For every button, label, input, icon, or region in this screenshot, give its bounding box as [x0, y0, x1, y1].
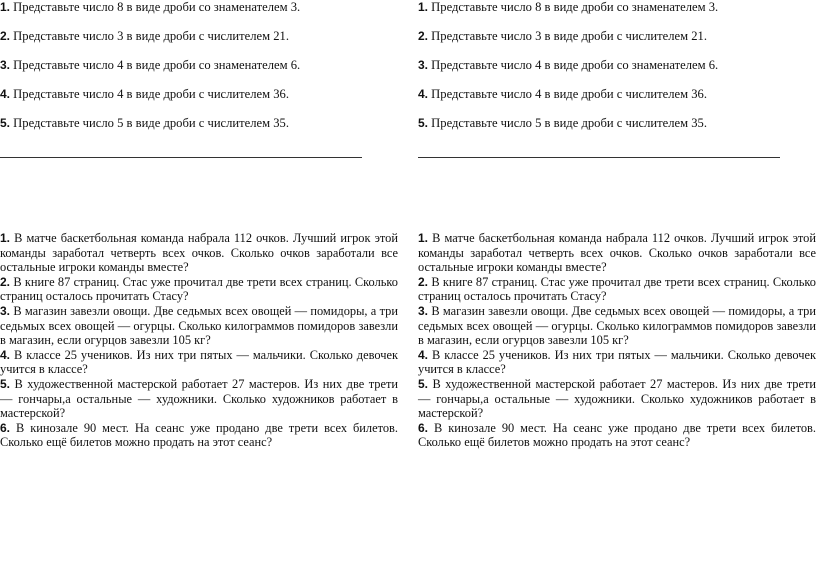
problem-item	[418, 231, 816, 275]
task-item	[0, 87, 398, 116]
task-text: Представьте число 5 в виде дроби с числителем 35.	[13, 116, 289, 130]
problem-number: 1.	[0, 231, 11, 245]
task-text: Представьте число 4 в виде дроби со знаменателем 6.	[431, 58, 719, 72]
task-text: Представьте число 4 в виде дроби с числителем 36.	[431, 87, 707, 101]
problem-item	[418, 275, 816, 304]
task-item	[418, 58, 816, 87]
problem-number: 2.	[418, 274, 429, 289]
problem-number: 6.	[418, 420, 429, 435]
task-item	[418, 0, 816, 29]
problem-text: В кинозале 90 мест. На сеанс уже продано две трети всех билетов. Сколько ещё билетов можно продать на этот сеанс?	[0, 420, 398, 450]
task-number: 5.	[418, 116, 429, 130]
problem-text: В художественной мастерской работает 27 мастеров. Из них две трети — гончары,а остальные — художники. Сколько художников работает в мастерской?	[418, 376, 816, 421]
problem-text: В книге 87 страниц. Стас уже прочитал две трети всех страниц. Сколько страниц осталось прочитать Стасу?	[418, 274, 816, 304]
problem-number: 3.	[418, 303, 429, 318]
problem-number: 1.	[418, 231, 429, 245]
task-item	[418, 29, 816, 58]
right-word-problems	[418, 231, 816, 450]
task-text: Представьте число 5 в виде дроби с числителем 35.	[431, 116, 707, 130]
problem-item	[418, 348, 816, 377]
task-number: 3.	[0, 58, 11, 72]
problem-number: 4.	[0, 347, 11, 362]
left-top-tasks	[0, 0, 398, 145]
problem-item	[418, 421, 816, 450]
task-number: 4.	[418, 87, 429, 101]
task-number: 4.	[0, 87, 11, 101]
task-item	[0, 116, 398, 145]
problem-number: 2.	[0, 274, 11, 289]
problem-text: В художественной мастерской работает 27 мастеров. Из них две трети — гончары,а остальные — художники. Сколько художников работает в мастерской?	[0, 376, 398, 421]
problem-text: В магазин завезли овощи. Две седьмых всех овощей — помидоры, а три седьмых всех овощей — огурцы. Сколько килограммов помидоров завезли в магазин, если огурцов завезли 105 кг?	[418, 303, 816, 348]
problem-number: 5.	[418, 376, 429, 391]
task-number: 5.	[0, 116, 11, 130]
problem-item	[0, 377, 398, 421]
task-text: Представьте число 3 в виде дроби с числителем 21.	[13, 29, 289, 43]
task-text: Представьте число 8 в виде дроби со знаменателем 3.	[431, 0, 719, 14]
task-item	[418, 87, 816, 116]
task-text: Представьте число 3 в виде дроби с числителем 21.	[431, 29, 707, 43]
divider-line	[0, 157, 362, 158]
task-item	[0, 58, 398, 87]
problem-text: В матче баскетбольная команда набрала 112 очков. Лучший игрок этой команды заработал четверть всех очков. Сколько очков заработали все остальные игроки команды вместе?	[0, 231, 398, 275]
task-item	[0, 0, 398, 29]
task-item	[0, 29, 398, 58]
problem-item	[0, 275, 398, 304]
task-text: Представьте число 4 в виде дроби со знаменателем 6.	[13, 58, 301, 72]
problem-number: 6.	[0, 420, 11, 435]
problem-number: 3.	[0, 303, 11, 318]
problem-item	[0, 231, 398, 275]
problem-text: В классе 25 учеников. Из них три пятых — мальчики. Сколько девочек учится в классе?	[418, 347, 816, 377]
problem-text: В кинозале 90 мест. На сеанс уже продано две трети всех билетов. Сколько ещё билетов можно продать на этот сеанс?	[418, 420, 816, 450]
problem-text: В магазин завезли овощи. Две седьмых всех овощей — помидоры, а три седьмых всех овощей — огурцы. Сколько килограммов помидоров завезли в магазин, если огурцов завезли 105 кг?	[0, 303, 398, 348]
divider-line	[418, 157, 780, 158]
problem-item	[0, 304, 398, 348]
problem-item	[418, 304, 816, 348]
task-number: 2.	[0, 29, 11, 43]
task-item	[418, 116, 816, 145]
task-text: Представьте число 8 в виде дроби со знаменателем 3.	[13, 0, 301, 14]
problem-item	[418, 377, 816, 421]
right-top-tasks	[418, 0, 816, 145]
problem-number: 4.	[418, 347, 429, 362]
problem-item	[0, 421, 398, 450]
task-number: 3.	[418, 58, 429, 72]
problem-text: В матче баскетбольная команда набрала 112 очков. Лучший игрок этой команды заработал четверть всех очков. Сколько очков заработали все остальные игроки команды вместе?	[418, 231, 816, 275]
task-text: Представьте число 4 в виде дроби с числителем 36.	[13, 87, 289, 101]
left-word-problems	[0, 231, 398, 450]
task-number: 1.	[0, 0, 11, 14]
problem-text: В книге 87 страниц. Стас уже прочитал две трети всех страниц. Сколько страниц осталось прочитать Стасу?	[0, 274, 398, 304]
problem-text: В классе 25 учеников. Из них три пятых — мальчики. Сколько девочек учится в классе?	[0, 347, 398, 377]
problem-item	[0, 348, 398, 377]
task-number: 2.	[418, 29, 429, 43]
problem-number: 5.	[0, 376, 11, 391]
task-number: 1.	[418, 0, 429, 14]
